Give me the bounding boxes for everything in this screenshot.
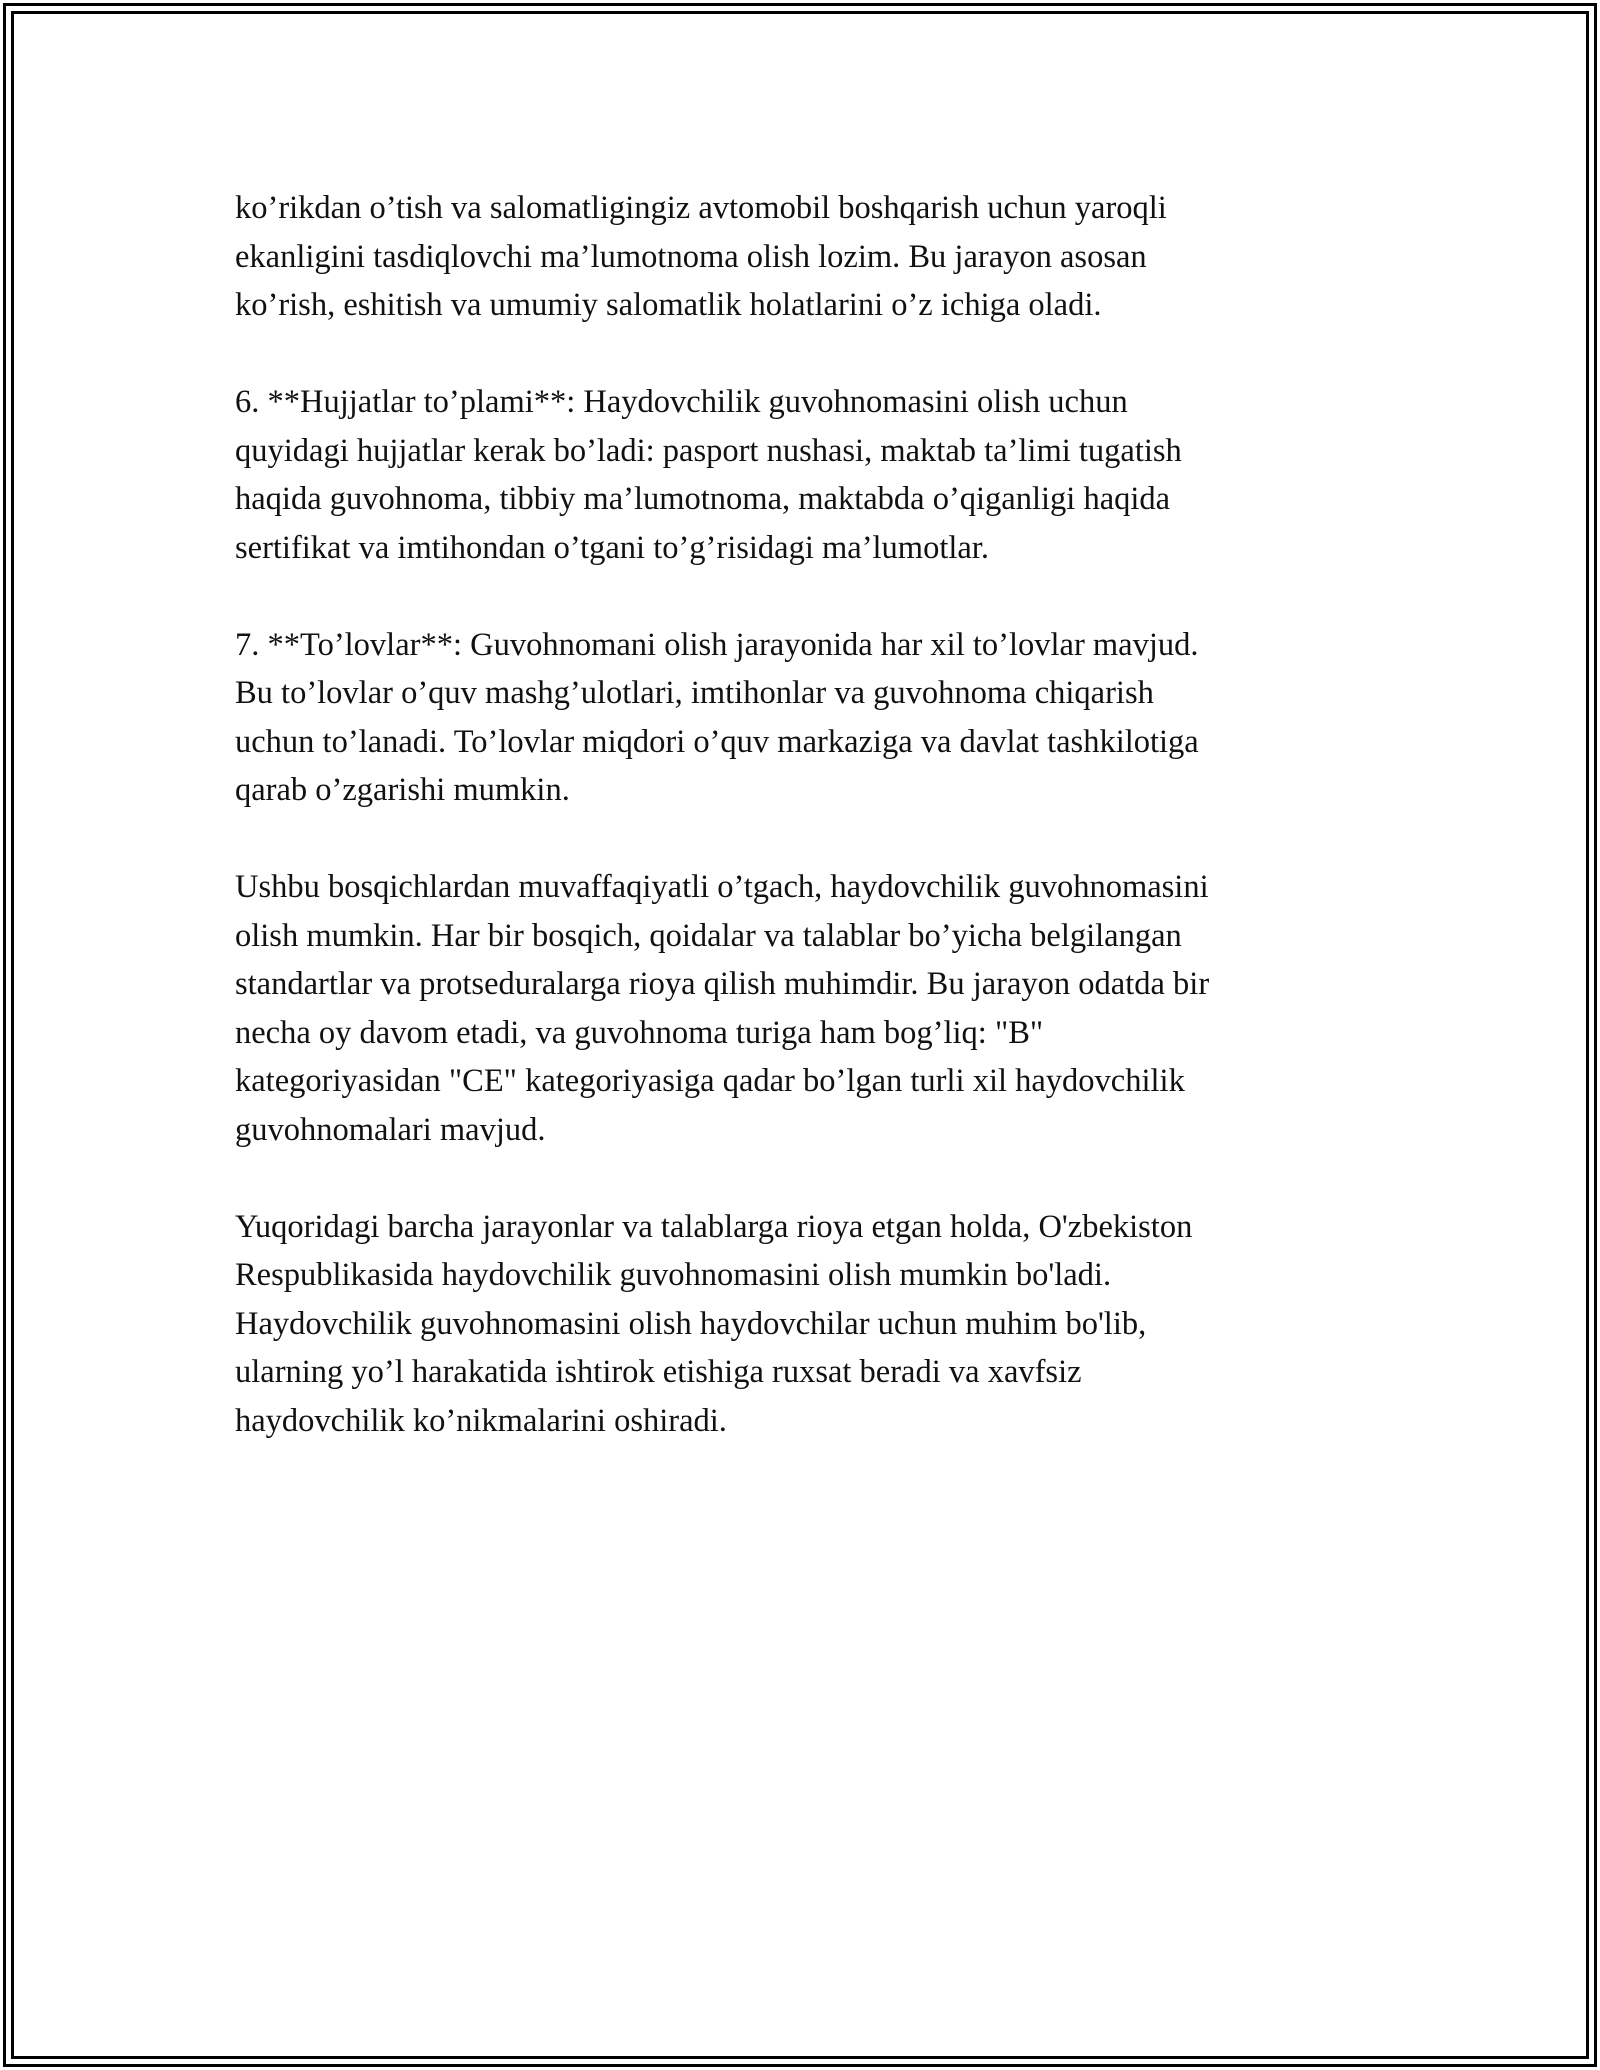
text-line: kategoriyasidan "CE" kategoriyasiga qadar bo’lgan turli xil haydovchilik [235,1063,1185,1099]
text-line: sertifikat va imtihondan o’tgani to’g’risidagi ma’lumotlar. [235,529,989,566]
text-line: guvohnomalari mavjud. [235,1111,546,1148]
text-line: qarab o’zgarishi mumkin. [235,772,570,808]
text-line: standartlar va protseduralarga rioya qilish muhimdir. Bu jarayon odatda bir [235,966,1210,1002]
paragraph-conclusion [235,1203,1365,1446]
paragraph-payments [235,621,1365,815]
text-line: ularning yo’l harakatida ishtirok etishiga ruxsat beradi va xavfsiz [235,1354,1082,1390]
text-line: Bu to’lovlar o’quv mashg’ulotlari, imtihonlar va guvohnoma chiqarish [235,675,1154,711]
text-line: haydovchilik ko’nikmalarini oshiradi. [235,1402,727,1439]
text-line: Haydovchilik guvohnomasini olish haydovchilar uchun muhim bo'lib, [235,1305,1147,1342]
text-line: 6. **Hujjatlar to’plami**: Haydovchilik guvohnomasini olish uchun [235,384,1128,420]
text-line: ekanligini tasdiqlovchi ma’lumotnoma olish lozim. Bu jarayon asosan [235,238,1147,275]
text-line: ko’rish, eshitish va umumiy salomatlik holatlarini o’z ichiga oladi. [235,287,1102,323]
text-line: olish mumkin. Har bir bosqich, qoidalar va talablar bo’yicha belgilangan [235,917,1182,954]
text-line: uchun to’lanadi. To’lovlar miqdori o’quv markaziga va davlat tashkilotiga [235,723,1199,760]
text-line: ko’rikdan o’tish va salomatligingiz avtomobil boshqarish uchun yaroqli [235,190,1167,226]
text-line: Respublikasida haydovchilik guvohnomasini olish mumkin bo'ladi. [235,1257,1112,1293]
paragraph-documents [235,378,1365,572]
text-line: Ushbu bosqichlardan muvaffaqiyatli o’tgach, haydovchilik guvohnomasini [235,869,1209,905]
text-line: Yuqoridagi barcha jarayonlar va talablarga rioya etgan holda, O'zbekiston [235,1208,1193,1245]
text-line: haqida guvohnoma, tibbiy ma’lumotnoma, maktabda o’qiganligi haqida [235,481,1171,517]
paragraph-medical-check [235,184,1365,330]
text-line: quyidagi hujjatlar kerak bo’ladi: pasport nushasi, maktab ta’limi tugatish [235,432,1182,469]
text-line: necha oy davom etadi, va guvohnoma turiga ham bog’liq: "B" [235,1014,1044,1051]
text-line: 7. **To’lovlar**: Guvohnomani olish jarayonida har xil to’lovlar mavjud. [235,626,1199,663]
paragraph-summary [235,863,1365,1154]
document-body [235,184,1365,1494]
